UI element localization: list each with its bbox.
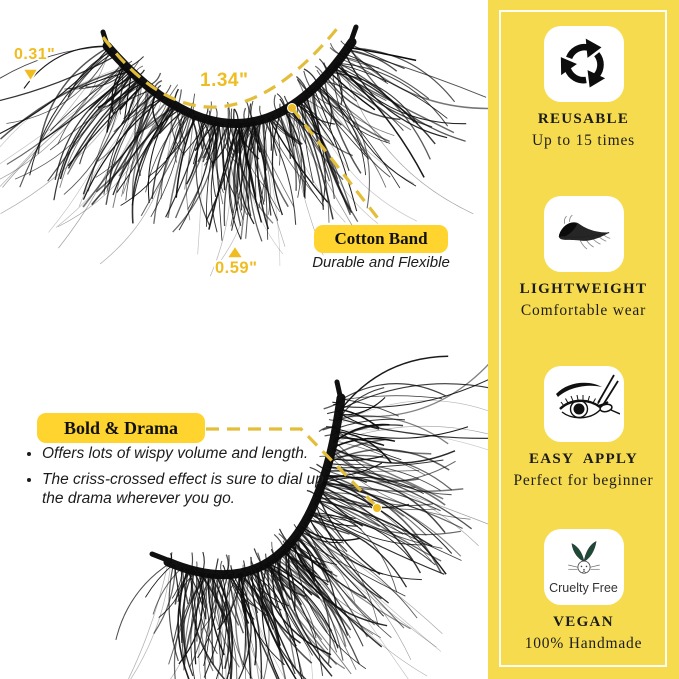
features-panel [488,0,679,679]
lightweight-icon-tile [544,196,624,272]
outer-corner-measurement: 0.31" [14,46,56,63]
feature-reusable [488,0,679,170]
cruelty-free-bunny-icon [561,540,607,580]
bullet-item: • Offers lots of wispy volume and length. [42,445,344,463]
cruelty-free-icon-tile [544,529,624,605]
feature-easy-apply [488,340,679,510]
eye-tweezers-icon [548,372,620,436]
bottom-lash-band-tab-left [152,554,170,561]
max-length-measurement: 0.59" [215,259,258,277]
bottom-lash-hairs [116,356,527,679]
bullet-item: • The criss-crossed effect is sure to dial up the drama wherever you go. [42,471,344,508]
cotton-band-label: Cotton Band [314,225,448,253]
easy-apply-icon-tile [544,366,624,442]
feature-lightweight [488,170,679,340]
feature-title: LIGHTWEIGHT [519,281,648,297]
bold-drama-anchor-dot [373,504,382,513]
feature-subtitle: Up to 15 times [532,132,635,149]
feature-vegan [488,509,679,679]
bold-drama-bullet-list [24,445,344,516]
feature-title: VEGAN [553,614,614,630]
feature-subtitle: Comfortable wear [520,302,647,319]
feature-subtitle: Perfect for beginner [513,472,654,489]
bottom-lash-image [116,356,527,679]
band-length-measurement: 1.34" [200,70,249,91]
cotton-band-subtitle: Durable and Flexible [312,254,450,271]
feather-icon [553,211,615,258]
feature-title: EASY APPLY [529,451,638,467]
recycle-icon [556,36,612,92]
reusable-icon-tile [544,26,624,102]
feature-subtitle: 100% Handmade [524,635,643,652]
bold-drama-label: Bold & Drama [37,413,205,443]
feature-title: REUSABLE [537,111,630,127]
cruelty-free-badge-text: Cruelty Free [549,580,618,595]
